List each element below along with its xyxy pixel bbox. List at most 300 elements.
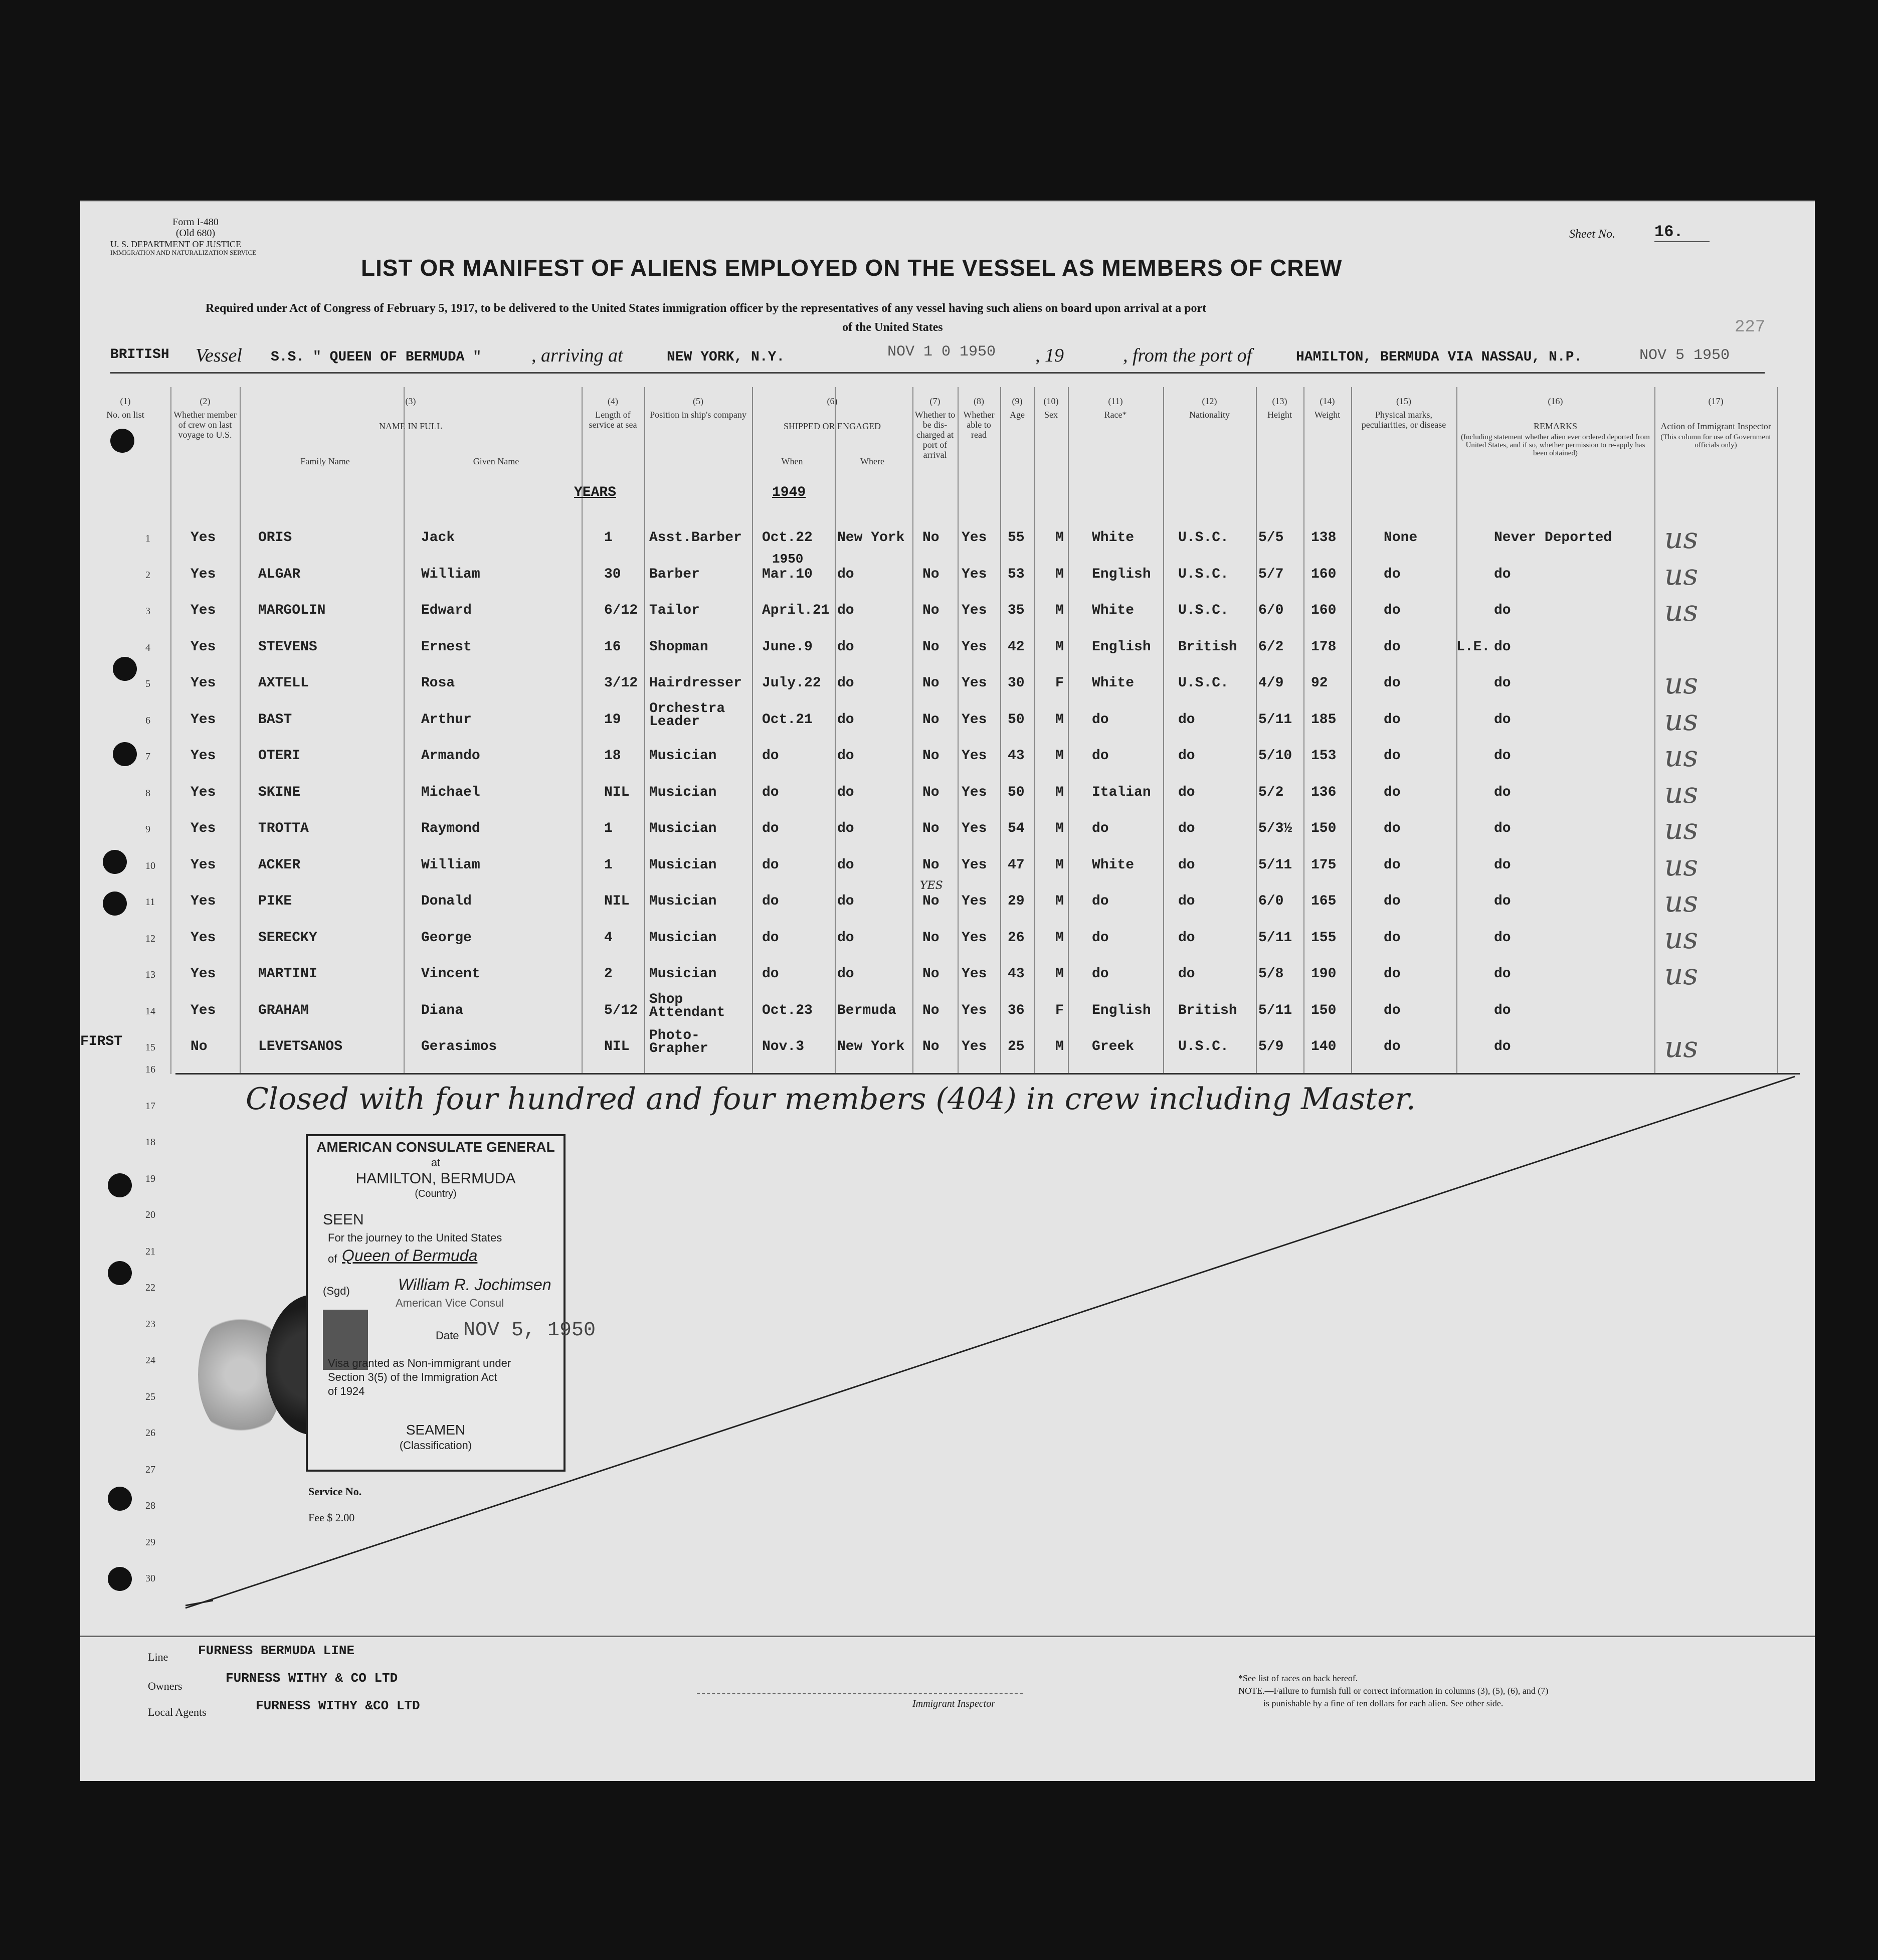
crew-where: do: [837, 966, 854, 982]
crew-no: 11: [145, 897, 155, 908]
crew-last: Yes: [191, 748, 216, 764]
crew-age: 26: [1008, 930, 1025, 946]
crew-height: 5/5: [1258, 530, 1284, 546]
crew-when: do: [762, 821, 779, 836]
column-label: Sex: [1044, 410, 1058, 420]
crew-family: ALGAR: [258, 566, 301, 582]
crew-last: Yes: [191, 603, 216, 618]
crew-no: 7: [145, 751, 150, 762]
crew-sex: M: [1055, 530, 1064, 546]
crew-read: Yes: [962, 894, 987, 909]
crew-no: 9: [145, 824, 150, 835]
crew-where: do: [837, 711, 854, 728]
crew-last: Yes: [191, 530, 216, 546]
crew-read: Yes: [962, 930, 987, 946]
crew-marks: None: [1384, 530, 1418, 546]
crew-age: 50: [1008, 711, 1025, 728]
stamp-of-label: of: [328, 1253, 337, 1265]
crew-remarks: do: [1494, 639, 1511, 655]
crew-age: 36: [1008, 1002, 1025, 1018]
crew-age: 43: [1008, 966, 1025, 982]
crew-height: 5/7: [1258, 566, 1284, 582]
stamp-class-label: (Classification): [399, 1439, 472, 1452]
sheet-number: 16.: [1654, 223, 1710, 242]
crew-discharged: No: [922, 566, 940, 582]
stamp-visa-3: of 1924: [328, 1385, 365, 1397]
crew-discharged-note: YES: [920, 879, 943, 892]
from-port: HAMILTON, BERMUDA VIA NASSAU, N.P.: [1296, 349, 1583, 365]
crew-sex: M: [1055, 966, 1064, 982]
column-sublabel: Family Name: [300, 456, 350, 466]
punch-hole: [103, 850, 127, 874]
crew-given: Jack: [421, 530, 455, 546]
crew-height: 5/8: [1258, 966, 1284, 982]
column-number: (7): [929, 396, 941, 406]
crew-given: Michael: [421, 784, 480, 800]
closing-note: Closed with four hundred and four members (404) in crew including Master.: [246, 1082, 1416, 1117]
stamp-line-3: HAMILTON, BERMUDA: [355, 1170, 516, 1187]
crew-weight: 160: [1311, 603, 1337, 618]
crew-remarks: do: [1494, 603, 1511, 618]
crew-where: New York: [837, 1039, 905, 1054]
crew-given: Donald: [421, 894, 472, 909]
column-label: Age: [1010, 410, 1025, 420]
crew-weight: 138: [1311, 530, 1337, 546]
crew-family: GRAHAM: [258, 1002, 309, 1018]
crew-marks: do: [1384, 748, 1401, 764]
crew-no: 2: [145, 569, 150, 581]
first-label: FIRST: [80, 1034, 123, 1049]
crew-action-mark: us: [1664, 594, 1699, 628]
crew-read: Yes: [962, 603, 987, 618]
column-label: Position in ship's company: [650, 410, 746, 420]
crew-nationality: U.S.C.: [1178, 1039, 1229, 1054]
row-number: 23: [145, 1318, 155, 1330]
crew-marks: do: [1384, 639, 1401, 655]
crew-family: SERECKY: [258, 930, 317, 946]
column-number: (2): [200, 396, 211, 406]
vessel-flag: BRITISH: [110, 347, 169, 363]
crew-sex: M: [1055, 566, 1064, 582]
column-number: (6): [827, 396, 838, 406]
column-number: (17): [1708, 396, 1724, 406]
year-1950: 1950: [772, 552, 804, 567]
crew-action-mark: us: [1664, 812, 1699, 846]
row-number: 28: [145, 1500, 155, 1511]
crew-position: Shop: [649, 991, 683, 1007]
crew-race: do: [1092, 821, 1109, 836]
crew-sex: M: [1055, 711, 1064, 728]
crew-service: 6/12: [604, 603, 638, 618]
column-label: Nationality: [1189, 410, 1230, 420]
crew-weight: 178: [1311, 639, 1337, 655]
crew-read: Yes: [962, 711, 987, 728]
crew-when: June.9: [762, 639, 813, 655]
column-label: NAME IN FULL: [379, 421, 442, 431]
crew-sex: F: [1055, 1002, 1064, 1018]
crew-action-mark: us: [1664, 702, 1699, 737]
crew-height: 6/0: [1258, 603, 1284, 618]
form-subtitle-1: Required under Act of Congress of February 5, 1917, to be delivered to the United States immigration officer by the representatives of any vessel having such aliens on board upon arrival at a port: [206, 302, 1207, 315]
crew-when: April.21: [762, 603, 830, 618]
crew-family: ORIS: [258, 530, 292, 546]
crew-when: Nov.3: [762, 1039, 805, 1054]
stamp-signature: William R. Jochimsen: [398, 1276, 551, 1294]
crew-service: 2: [604, 966, 613, 982]
crew-family: MARGOLIN: [258, 603, 326, 618]
crew-discharged: No: [922, 821, 940, 836]
crew-when: Oct.23: [762, 1002, 813, 1018]
crew-height: 5/11: [1258, 930, 1292, 946]
crew-when: do: [762, 966, 779, 982]
crew-action-mark: us: [1664, 521, 1699, 555]
column-sublabel: Where: [860, 456, 884, 466]
crew-where: do: [837, 603, 854, 618]
crew-weight: 160: [1311, 566, 1337, 582]
crew-where: do: [837, 857, 854, 873]
crew-nationality: do: [1178, 711, 1195, 728]
crew-remarks: Never Deported: [1494, 530, 1612, 546]
crew-age: 25: [1008, 1039, 1025, 1054]
crew-given: Vincent: [421, 966, 480, 982]
crew-nationality: do: [1178, 821, 1195, 836]
crew-race: do: [1092, 930, 1109, 946]
crew-service: 19: [604, 711, 621, 728]
crew-sex: M: [1055, 821, 1064, 836]
crew-race: Greek: [1092, 1039, 1135, 1054]
crew-remarks: do: [1494, 894, 1511, 909]
crew-where: do: [837, 566, 854, 582]
stamp-line-1: AMERICAN CONSULATE GENERAL: [316, 1139, 555, 1155]
crew-position: Musician: [649, 784, 717, 800]
crew-nationality: do: [1178, 894, 1195, 909]
crew-family: TROTTA: [258, 821, 309, 836]
crew-remarks: do: [1494, 675, 1511, 691]
crew-marks: do: [1384, 857, 1401, 873]
crew-no: 4: [145, 642, 150, 653]
crew-service: 3/12: [604, 675, 638, 691]
stamp-journey: For the journey to the United States: [328, 1231, 502, 1244]
crew-sex: F: [1055, 675, 1064, 691]
fee: Fee $ 2.00: [308, 1511, 355, 1524]
crew-remarks: do: [1494, 1002, 1511, 1018]
crew-where: do: [837, 930, 854, 946]
crew-read: Yes: [962, 784, 987, 800]
crew-read: Yes: [962, 1002, 987, 1018]
crew-last: Yes: [191, 675, 216, 691]
inspector-line: [697, 1693, 1023, 1694]
stamp-date-value: NOV 5, 1950: [463, 1319, 596, 1342]
crew-service: NIL: [604, 784, 630, 800]
crew-position: Musician: [649, 857, 717, 873]
note-1: *See list of races on back hereof.: [1238, 1673, 1358, 1683]
crew-position: Hairdresser: [649, 675, 742, 691]
row-number: 30: [145, 1573, 155, 1584]
crew-remarks: do: [1494, 1039, 1511, 1054]
punch-hole: [108, 1173, 132, 1197]
crew-nationality: U.S.C.: [1178, 603, 1229, 618]
crew-nationality: do: [1178, 784, 1195, 800]
crew-age: 47: [1008, 857, 1025, 873]
crew-weight: 140: [1311, 1039, 1337, 1054]
crew-no: 5: [145, 678, 150, 689]
crew-race: do: [1092, 711, 1109, 728]
crew-family: SKINE: [258, 784, 301, 800]
crew-marks: do: [1384, 1039, 1401, 1054]
row-number: 18: [145, 1137, 155, 1148]
crew-read: Yes: [962, 566, 987, 582]
crew-service: 1: [604, 821, 613, 836]
crew-service: 1: [604, 857, 613, 873]
crew-sex: M: [1055, 857, 1064, 873]
column-number: (5): [693, 396, 703, 406]
manifest-sheet: [80, 201, 1815, 1781]
consulate-stamp: [306, 1134, 596, 1472]
crew-age: 30: [1008, 675, 1025, 691]
stamp-visa-2: Section 3(5) of the Immigration Act: [328, 1371, 497, 1383]
column-number: (13): [1272, 396, 1287, 406]
crew-discharged: No: [922, 784, 940, 800]
crew-position-line2: Attendant: [649, 1004, 725, 1020]
form-title: LIST OR MANIFEST OF ALIENS EMPLOYED ON THE VESSEL AS MEMBERS OF CREW: [361, 255, 1343, 281]
crew-no: 12: [145, 933, 155, 944]
years-label: YEARS: [574, 485, 617, 500]
form-subtitle-2: of the United States: [842, 321, 943, 334]
row-number: 16: [145, 1064, 155, 1075]
column-number: (10): [1043, 396, 1059, 406]
crew-position: Photo-: [649, 1028, 700, 1043]
crew-read: Yes: [962, 639, 987, 655]
crew-nationality: British: [1178, 639, 1237, 655]
crew-sex: M: [1055, 1039, 1064, 1054]
crew-height: 5/11: [1258, 711, 1292, 728]
column-number: (3): [405, 396, 416, 406]
punch-hole: [108, 1487, 132, 1511]
crew-family: MARTINI: [258, 966, 317, 982]
crew-height: 5/10: [1258, 748, 1292, 764]
crew-last: Yes: [191, 930, 216, 946]
column-sublabel: (This column for use of Government officials only): [1660, 433, 1771, 449]
column-number: (9): [1012, 396, 1023, 406]
crew-sex: M: [1055, 639, 1064, 655]
column-sublabel: When: [781, 456, 803, 466]
crew-age: 53: [1008, 566, 1025, 582]
crew-position: Musician: [649, 894, 717, 909]
crew-where: do: [837, 675, 854, 691]
crew-service: 4: [604, 930, 613, 946]
crew-marks: do: [1384, 711, 1401, 728]
column-number: (4): [608, 396, 618, 406]
column-label: No. on list: [106, 410, 144, 420]
owners-value: FURNESS WITHY & CO LTD: [226, 1671, 398, 1686]
crew-given: Arthur: [421, 711, 472, 728]
crew-position: Musician: [649, 821, 717, 836]
row-number: 21: [145, 1245, 155, 1257]
crew-given: Ernest: [421, 639, 472, 655]
crew-where: do: [837, 639, 854, 655]
crew-action-mark: us: [1664, 739, 1699, 773]
crew-nationality: U.S.C.: [1178, 675, 1229, 691]
crew-marks: do: [1384, 894, 1401, 909]
crew-race: Italian: [1092, 784, 1151, 800]
crew-given: Armando: [421, 748, 480, 764]
crew-action-mark: us: [1664, 775, 1699, 810]
crew-last: Yes: [191, 894, 216, 909]
crew-where: do: [837, 821, 854, 836]
crew-when: Oct.21: [762, 711, 813, 728]
cancel-diagonal: [80, 202, 1815, 1781]
crew-position: Shopman: [649, 639, 708, 655]
crew-action-mark: us: [1664, 848, 1699, 882]
stamp-line-4: (Country): [415, 1188, 457, 1199]
crew-no: 10: [145, 860, 155, 871]
crew-discharged: No: [922, 1002, 940, 1018]
crew-nationality: British: [1178, 1002, 1237, 1018]
column-label: SHIPPED OR ENGAGED: [783, 421, 881, 431]
crew-service: 18: [604, 748, 621, 764]
column-label: Length of service at sea: [589, 410, 637, 430]
crew-discharged: No: [922, 930, 940, 946]
crew-no: 14: [145, 1005, 155, 1017]
stamp-class: SEAMEN: [406, 1422, 466, 1438]
column-number: (15): [1396, 396, 1411, 406]
crew-when: do: [762, 857, 779, 873]
crew-race: do: [1092, 966, 1109, 982]
row-number: 24: [145, 1355, 155, 1366]
crew-read: Yes: [962, 821, 987, 836]
crew-height: 5/2: [1258, 784, 1284, 800]
crew-age: 29: [1008, 894, 1025, 909]
crew-marks: do: [1384, 930, 1401, 946]
row-number: 26: [145, 1428, 155, 1439]
crew-family: ACKER: [258, 857, 301, 873]
crew-service: 1: [604, 530, 613, 546]
arriving-label: , arriving at: [531, 345, 623, 366]
crew-marks: do: [1384, 966, 1401, 982]
crew-age: 42: [1008, 639, 1025, 655]
crew-last: Yes: [191, 639, 216, 655]
crew-read: Yes: [962, 966, 987, 982]
line-value: FURNESS BERMUDA LINE: [198, 1643, 355, 1658]
crew-service: NIL: [604, 894, 630, 909]
crew-nationality: do: [1178, 930, 1195, 946]
inspector-label: Immigrant Inspector: [912, 1698, 995, 1709]
column-label: Whether to be dis-charged at port of arrival: [914, 410, 956, 460]
row-number: 29: [145, 1536, 155, 1548]
column-label: Height: [1267, 410, 1292, 420]
crew-action-mark: us: [1664, 557, 1699, 592]
crew-weight: 175: [1311, 857, 1337, 873]
crew-marks: do: [1384, 603, 1401, 618]
crew-family: BAST: [258, 711, 292, 728]
crew-weight: 185: [1311, 711, 1337, 728]
crew-height: 6/2: [1258, 639, 1284, 655]
column-number: (16): [1548, 396, 1563, 406]
crew-no: 8: [145, 787, 150, 799]
crew-race: English: [1092, 639, 1151, 655]
crew-remarks-prefix: L.E.: [1456, 639, 1490, 655]
stamp-of-value: Queen of Bermuda: [342, 1246, 478, 1265]
crew-weight: 150: [1311, 821, 1337, 836]
crew-position: Musician: [649, 966, 717, 982]
crew-remarks: do: [1494, 748, 1511, 764]
crew-discharged: No: [922, 711, 940, 728]
crew-discharged: No: [922, 1039, 940, 1054]
line-label: Line: [148, 1651, 168, 1663]
crew-discharged: No: [922, 639, 940, 655]
column-label: REMARKS: [1533, 421, 1578, 431]
crew-race: White: [1092, 675, 1135, 691]
crew-given: William: [421, 566, 480, 582]
crew-marks: do: [1384, 675, 1401, 691]
crew-nationality: do: [1178, 966, 1195, 982]
crew-marks: do: [1384, 566, 1401, 582]
column-number: (1): [120, 396, 131, 406]
crew-no: 3: [145, 606, 150, 617]
crew-read: Yes: [962, 1039, 987, 1054]
crew-discharged: No: [922, 748, 940, 764]
crew-last: Yes: [191, 1002, 216, 1018]
crew-sex: M: [1055, 603, 1064, 618]
crew-given: George: [421, 930, 472, 946]
stamp-signed-label: (Sgd): [323, 1285, 350, 1297]
column-label: Physical marks, peculiarities, or disease: [1361, 410, 1446, 430]
crew-height: 5/11: [1258, 1002, 1292, 1018]
note-3: is punishable by a fine of ten dollars for each alien. See other side.: [1263, 1698, 1504, 1708]
owners-label: Owners: [148, 1680, 182, 1692]
crew-height: 6/0: [1258, 894, 1284, 909]
footer-rule: [80, 1636, 1815, 1637]
crew-position: Asst.Barber: [649, 530, 742, 546]
sheet-label: Sheet No.: [1569, 228, 1615, 241]
crew-read: Yes: [962, 675, 987, 691]
crew-marks: do: [1384, 1002, 1401, 1018]
agents-value: FURNESS WITHY &CO LTD: [256, 1698, 420, 1713]
crew-family: OTERI: [258, 748, 301, 764]
column-label: Race*: [1104, 410, 1127, 420]
crew-no: 15: [145, 1042, 155, 1053]
crew-weight: 155: [1311, 930, 1337, 946]
crew-when: do: [762, 930, 779, 946]
crew-service: 16: [604, 639, 621, 655]
crew-service: 30: [604, 566, 621, 582]
stamp-seen: SEEN: [323, 1211, 364, 1228]
crew-weight: 153: [1311, 748, 1337, 764]
crew-when: do: [762, 748, 779, 764]
column-number: (11): [1108, 396, 1123, 406]
column-sublabel: Given Name: [473, 456, 519, 466]
crew-remarks: do: [1494, 566, 1511, 582]
crew-race: White: [1092, 603, 1135, 618]
crew-age: 55: [1008, 530, 1025, 546]
crew-when: July.22: [762, 675, 821, 691]
crew-discharged: No: [922, 894, 940, 909]
crew-last: Yes: [191, 821, 216, 836]
crew-weight: 136: [1311, 784, 1337, 800]
crew-discharged: No: [922, 603, 940, 618]
crew-sex: M: [1055, 930, 1064, 946]
column-label: Weight: [1314, 410, 1341, 420]
crew-no: 13: [145, 969, 155, 980]
crew-given: Rosa: [421, 675, 455, 691]
crew-race: White: [1092, 857, 1135, 873]
crew-when: Oct.22: [762, 530, 813, 546]
crew-age: 54: [1008, 821, 1025, 836]
column-label: Whether member of crew on last voyage to U.S.: [173, 410, 237, 440]
column-number: (14): [1320, 396, 1335, 406]
crew-position-line2: Leader: [649, 714, 700, 730]
crew-where: New York: [837, 530, 905, 546]
